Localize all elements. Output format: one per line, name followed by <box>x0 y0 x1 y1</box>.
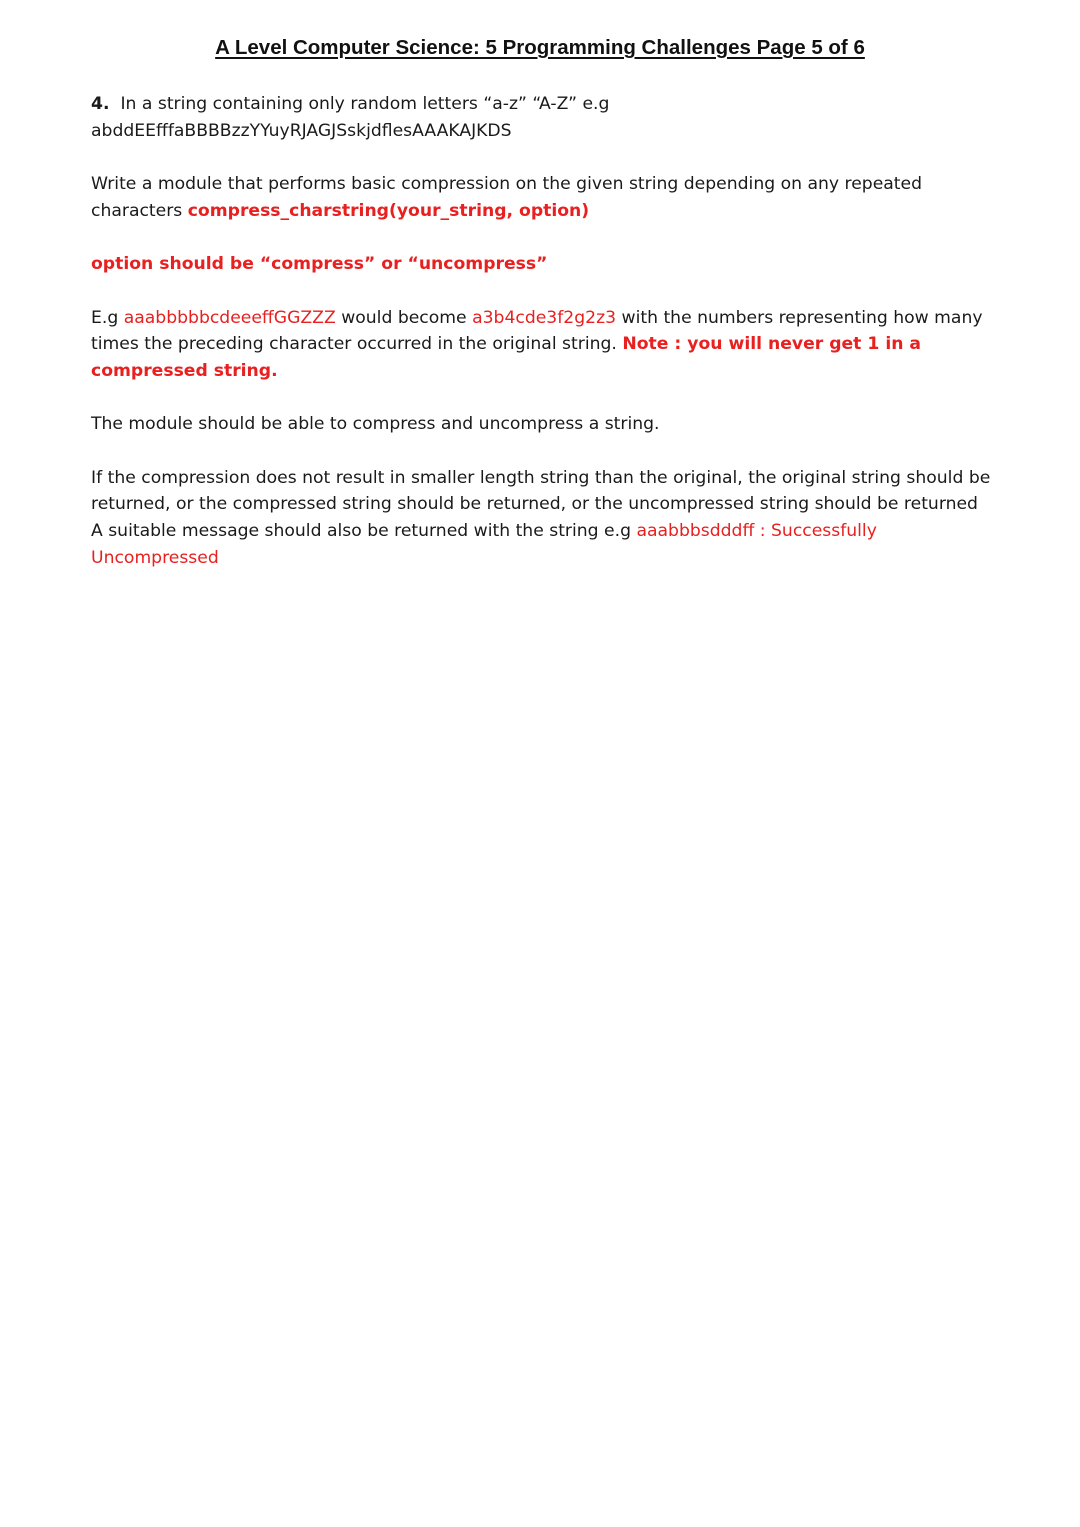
example-paragraph <box>91 305 996 385</box>
function-signature: compress_charstring(your_string, option) <box>187 200 590 221</box>
task-paragraph <box>91 171 996 224</box>
eg-input: aaabbbbbcdeeeffGGZZZ <box>123 307 336 328</box>
message-paragraph <box>91 518 996 571</box>
question-number: 4. <box>91 94 110 114</box>
question-content <box>91 91 996 572</box>
eg-explanation: with the numbers representing how many times the preceding character occurred in the original string. <box>91 307 983 355</box>
eg-middle: would become <box>335 307 473 328</box>
option-text: option should be “compress” or “uncompress” <box>91 254 548 275</box>
task-text: Write a module that performs basic compression on the given string depending on any repeated characters <box>91 174 923 221</box>
page-title: A Level Computer Science: 5 Programming Challenges Page 5 of 6 <box>215 36 865 59</box>
note-text: Note : you will never get 1 in a compressed string. <box>91 334 922 381</box>
message-example: aaabbbsdddff : Successfully Uncompressed <box>91 521 877 568</box>
eg-prefix: E.g <box>91 307 124 328</box>
compression-rule: If the compression does not result in smaller length string than the original, the original string should be returned, or the compressed string should be returned, or the uncompressed string should be returned <box>91 467 991 515</box>
example-string: abddEEfffaBBBBzzYYuyRJAGJSskjdflesAAAKAJKDS <box>91 120 512 141</box>
question-intro <box>91 91 996 118</box>
module-text: The module should be able to compress and uncompress a string. <box>91 414 660 435</box>
eg-output: a3b4cde3f2g2z3 <box>472 307 617 328</box>
question-intro-text: In a string containing only random letters “a-z” “A-Z” e.g <box>120 94 610 114</box>
message-prefix: A suitable message should also be returned with the string e.g <box>91 521 637 542</box>
